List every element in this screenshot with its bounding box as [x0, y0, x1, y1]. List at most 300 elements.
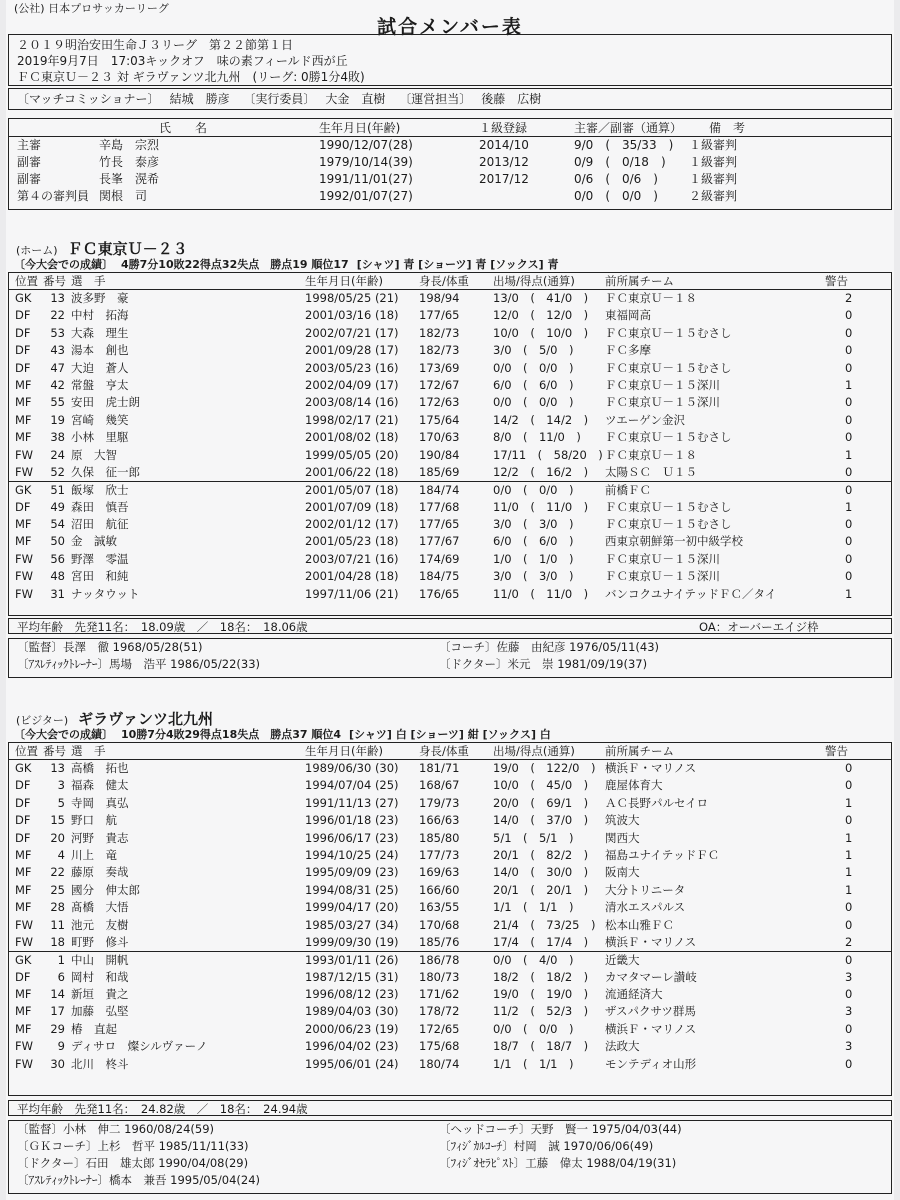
staff-row [9, 1138, 891, 1155]
player-row [9, 342, 891, 359]
player-num: 5 [57, 795, 65, 810]
player-apps: 20/1 ( 20/1 ) [493, 882, 589, 897]
player-dob: 1996/01/18 (23) [305, 813, 399, 828]
operations-label: 〔運営担当〕 [399, 92, 472, 106]
player-row [9, 760, 891, 777]
player-pos: MF [15, 882, 32, 897]
player-dob: 2001/05/23 (18) [305, 534, 399, 549]
player-apps: 19/0 ( 19/0 ) [493, 987, 589, 1002]
referee-main: 0/0 ( 0/0 ) [574, 189, 658, 203]
player-apps: 3/0 ( 3/0 ) [493, 517, 574, 532]
staff-row [9, 639, 891, 656]
player-num: 14 [50, 987, 65, 1002]
player-num: 29 [50, 1021, 65, 1036]
player-club: ＦＣ東京Ｕ－１５深川 [605, 569, 720, 584]
player-club: ＦＣ東京Ｕ－１５むさし [605, 517, 732, 532]
player-row [9, 307, 891, 324]
player-name: 椿 直起 [71, 1021, 117, 1036]
match-info-line2: 2019年9月7日 17:03キックオフ 味の素フィールド西が丘 [17, 54, 348, 68]
away-team-header [16, 708, 213, 729]
player-pos: MF [15, 430, 32, 445]
away-record-label: 〔今大会での成績〕 [14, 728, 113, 741]
home-label: (ホーム) [16, 244, 58, 257]
home-staff [8, 638, 892, 678]
player-dob: 1994/10/25 (24) [305, 847, 399, 862]
player-num: 22 [50, 865, 65, 880]
player-num: 30 [50, 1056, 65, 1071]
player-row [9, 325, 891, 342]
staff-row [9, 656, 891, 673]
player-pos: MF [15, 900, 32, 915]
referee-role: 副審 [17, 155, 42, 169]
player-row [9, 360, 891, 377]
referee-name: 長峯 滉希 [99, 172, 160, 186]
player-row [9, 934, 891, 951]
player-num: 22 [50, 308, 65, 323]
player-name: 町野 修斗 [71, 934, 129, 949]
player-cards: 1 [845, 586, 853, 601]
player-name: 飯塚 欣士 [71, 483, 129, 498]
referee-reg: 2014/10 [479, 138, 529, 152]
player-row [9, 464, 891, 481]
col-cards: 警告 [825, 744, 848, 758]
referee-main: 9/0 ( 35/33 ) [574, 138, 674, 152]
player-dob: 2003/07/21 (16) [305, 551, 399, 566]
player-cards: 1 [845, 865, 853, 880]
player-pos: FW [15, 551, 33, 566]
player-club: ＦＣ東京Ｕ－１５深川 [605, 377, 720, 392]
player-apps: 18/7 ( 18/7 ) [493, 1039, 589, 1054]
player-pos: MF [15, 1021, 32, 1036]
player-hw: 181/71 [419, 761, 460, 775]
player-row [9, 586, 891, 603]
player-row [9, 412, 891, 429]
player-pos: GK [15, 953, 32, 968]
referee-dob: 1992/01/07(27) [319, 189, 413, 203]
player-num: 54 [50, 517, 65, 532]
player-num: 19 [50, 412, 65, 427]
player-cards: 0 [845, 900, 853, 915]
player-hw: 179/73 [419, 795, 460, 810]
player-pos: DF [15, 360, 31, 375]
player-hw: 176/65 [419, 586, 460, 601]
player-cards: 0 [845, 343, 853, 358]
player-apps: 0/0 ( 0/0 ) [493, 395, 574, 410]
player-apps: 11/0 ( 11/0 ) [493, 586, 589, 601]
player-club: 東福岡高 [605, 308, 651, 323]
player-dob: 2001/06/22 (18) [305, 464, 399, 479]
player-num: 18 [50, 934, 65, 949]
player-dob: 1999/04/17 (20) [305, 900, 399, 915]
referee-row [9, 154, 891, 171]
player-pos: FW [15, 934, 33, 949]
player-name: 湯本 創也 [71, 343, 129, 358]
player-cards: 3 [845, 1039, 853, 1054]
away-players-header [9, 743, 891, 760]
player-club: 筑波大 [605, 813, 640, 828]
player-name: 原 大智 [71, 447, 117, 462]
referees-rows [9, 137, 891, 205]
player-num: 53 [50, 325, 65, 340]
player-club: 前橋ＦＣ [605, 483, 651, 498]
staff-right: 〔ﾌｨｼﾞｶﾙｺｰﾁ〕村岡 誠 1970/06/06(49) [439, 1139, 654, 1153]
player-pos: DF [15, 969, 31, 984]
player-apps: 11/0 ( 11/0 ) [493, 499, 589, 514]
player-apps: 1/0 ( 1/0 ) [493, 551, 574, 566]
player-club: 法政大 [605, 1039, 640, 1054]
player-club: 太陽ＳＣ Ｕ１５ [605, 464, 697, 479]
referee-role: 第４の審判員 [17, 189, 90, 203]
player-cards: 0 [845, 534, 853, 549]
player-dob: 1998/02/17 (21) [305, 412, 399, 427]
player-pos: DF [15, 830, 31, 845]
player-apps: 3/0 ( 5/0 ) [493, 343, 574, 358]
away-staff-rows [9, 1121, 891, 1189]
player-cards: 0 [845, 464, 853, 479]
referee-name: 竹長 泰彦 [99, 155, 160, 169]
player-num: 11 [50, 917, 65, 932]
player-num: 52 [50, 464, 65, 479]
player-club: 西東京朝鮮第一初中級学校 [605, 534, 743, 549]
player-apps: 20/1 ( 82/2 ) [493, 847, 589, 862]
player-hw: 166/60 [419, 882, 460, 897]
away-record-value: 10勝7分4敗29得点18失点 勝点37 順位4 [121, 728, 342, 741]
player-apps: 18/2 ( 18/2 ) [493, 969, 589, 984]
staff-row [9, 1121, 891, 1138]
player-hw: 168/67 [419, 778, 460, 793]
player-name: 宮田 和純 [71, 569, 129, 584]
player-row [9, 377, 891, 394]
player-dob: 1989/06/30 (30) [305, 761, 399, 775]
player-row [9, 951, 891, 968]
player-apps: 12/2 ( 16/2 ) [493, 464, 589, 479]
player-hw: 170/63 [419, 430, 460, 445]
player-pos: MF [15, 987, 32, 1002]
player-pos: DF [15, 813, 31, 828]
executive-name: 大金 直樹 [325, 92, 386, 106]
player-cards: 0 [845, 483, 853, 498]
player-club: 清水エスパルス [605, 900, 686, 915]
player-hw: 170/68 [419, 917, 460, 932]
ref-col-name: 氏 名 [159, 121, 208, 135]
player-num: 20 [50, 830, 65, 845]
player-hw: 186/78 [419, 953, 460, 968]
player-apps: 0/0 ( 0/0 ) [493, 360, 574, 375]
player-name: 小林 里駆 [71, 430, 129, 445]
player-row [9, 777, 891, 794]
player-pos: DF [15, 325, 31, 340]
referee-role: 副審 [17, 172, 42, 186]
player-name: 寺岡 真弘 [71, 795, 129, 810]
col-hw: 身長/体重 [419, 744, 469, 758]
player-name: 川上 竜 [71, 847, 117, 862]
staff-right: 〔ヘッドコーチ〕天野 賢一 1975/04/03(44) [439, 1122, 682, 1136]
player-club: ＦＣ多摩 [605, 343, 651, 358]
player-dob: 1994/08/31 (25) [305, 882, 399, 897]
player-name: 沼田 航征 [71, 517, 129, 532]
player-hw: 178/72 [419, 1004, 460, 1019]
player-dob: 1993/01/11 (26) [305, 953, 399, 968]
player-num: 9 [57, 1039, 65, 1054]
player-hw: 185/80 [419, 830, 460, 845]
player-hw: 184/75 [419, 569, 460, 584]
col-dob: 生年月日(年齢) [305, 744, 383, 758]
player-pos: GK [15, 291, 32, 305]
player-club: ザスパクサツ群馬 [605, 1004, 696, 1019]
player-dob: 1991/11/13 (27) [305, 795, 399, 810]
player-pos: GK [15, 483, 32, 498]
player-apps: 12/0 ( 12/0 ) [493, 308, 589, 323]
col-pos: 位置 [15, 274, 38, 288]
referee-name: 辛島 宗烈 [99, 138, 160, 152]
col-name: 選 手 [71, 274, 106, 288]
referee-main: 0/9 ( 0/18 ) [574, 155, 666, 169]
player-club: ＦＣ東京Ｕ－１５むさし [605, 430, 732, 445]
player-cards: 0 [845, 308, 853, 323]
player-hw: 172/65 [419, 1021, 460, 1036]
player-cards: 0 [845, 551, 853, 566]
player-apps: 0/0 ( 4/0 ) [493, 953, 574, 968]
player-apps: 14/0 ( 37/0 ) [493, 813, 589, 828]
player-pos: DF [15, 778, 31, 793]
player-cards: 0 [845, 917, 853, 932]
home-players-rows [9, 290, 891, 603]
player-pos: DF [15, 308, 31, 323]
player-cards: 0 [845, 412, 853, 427]
player-name: 藤原 奏哉 [71, 865, 129, 880]
referee-note: １級審判 [689, 172, 738, 186]
player-name: 野口 航 [71, 813, 117, 828]
player-pos: FW [15, 1056, 33, 1071]
player-club: 鹿屋体育大 [605, 778, 663, 793]
ref-col-note: 備 考 [709, 121, 746, 135]
match-info [8, 34, 892, 86]
player-name: 加藤 弘堅 [71, 1004, 129, 1019]
player-apps: 8/0 ( 11/0 ) [493, 430, 581, 445]
player-num: 43 [50, 343, 65, 358]
player-cards: 1 [845, 499, 853, 514]
player-hw: 190/84 [419, 447, 460, 462]
player-apps: 21/4 ( 73/25 ) [493, 917, 596, 932]
referee-row [9, 137, 891, 154]
player-dob: 2001/08/02 (18) [305, 430, 399, 445]
player-club: ＦＣ東京Ｕ－１８ [605, 447, 697, 462]
player-hw: 177/65 [419, 308, 460, 323]
player-apps: 17/4 ( 17/4 ) [493, 934, 589, 949]
player-hw: 185/76 [419, 934, 460, 949]
player-row [9, 290, 891, 307]
player-num: 38 [50, 430, 65, 445]
referees-header [9, 119, 891, 137]
player-apps: 10/0 ( 45/0 ) [493, 778, 589, 793]
player-hw: 198/94 [419, 291, 460, 305]
player-pos: MF [15, 377, 32, 392]
player-num: 47 [50, 360, 65, 375]
player-hw: 173/69 [419, 360, 460, 375]
away-average-age [8, 1100, 892, 1116]
player-name: 國分 伸太郎 [71, 882, 140, 897]
player-club: ＦＣ東京Ｕ－１５むさし [605, 499, 732, 514]
player-dob: 1998/05/25 (21) [305, 291, 399, 305]
player-club: 大分トリニータ [605, 882, 686, 897]
player-num: 1 [57, 953, 65, 968]
staff-left: 〔ｱｽﾚﾃｨｯｸﾄﾚｰﾅｰ〕馬場 浩平 1986/05/22(33) [17, 657, 261, 671]
player-cards: 1 [845, 830, 853, 845]
player-row [9, 516, 891, 533]
player-dob: 1996/06/17 (23) [305, 830, 399, 845]
player-num: 49 [50, 499, 65, 514]
player-apps: 6/0 ( 6/0 ) [493, 377, 574, 392]
match-info-line1: ２０１９明治安田生命Ｊ３リーグ 第２２節第１日 [17, 38, 294, 52]
staff-left: 〔監督〕長澤 徹 1968/05/28(51) [17, 640, 203, 654]
staff-right: 〔ドクター〕米元 崇 1981/09/19(37) [439, 657, 648, 671]
player-num: 17 [50, 1004, 65, 1019]
player-cards: 2 [845, 291, 853, 305]
player-cards: 0 [845, 813, 853, 828]
home-record-label: 〔今大会での成績〕 [14, 258, 113, 271]
player-row [9, 1056, 891, 1073]
player-club: カマタマーレ讃岐 [605, 969, 697, 984]
player-row [9, 481, 891, 498]
player-club: 横浜Ｆ・マリノス [605, 934, 697, 949]
home-players-header [9, 273, 891, 290]
ref-col-dob: 生年月日(年齢) [319, 121, 401, 135]
home-average-age [8, 618, 892, 634]
player-club: ＦＣ東京Ｕ－１５むさし [605, 360, 732, 375]
staff-left: 〔ｱｽﾚﾃｨｯｸﾄﾚｰﾅｰ〕橋本 兼吾 1995/05/04(24) [17, 1173, 261, 1187]
player-apps: 17/11 ( 58/20 ) [493, 447, 603, 462]
referee-note: ２級審判 [689, 189, 738, 203]
player-apps: 14/0 ( 30/0 ) [493, 865, 589, 880]
player-apps: 1/1 ( 1/1 ) [493, 1056, 574, 1071]
referee-note: １級審判 [689, 155, 738, 169]
player-apps: 6/0 ( 6/0 ) [493, 534, 574, 549]
player-name: 宮崎 幾笑 [71, 412, 129, 427]
col-apps: 出場/得点(通算) [493, 274, 575, 288]
player-pos: FW [15, 917, 33, 932]
player-num: 28 [50, 900, 65, 915]
player-apps: 11/2 ( 52/3 ) [493, 1004, 589, 1019]
player-name: 中村 拓海 [71, 308, 129, 323]
col-hw: 身長/体重 [419, 274, 469, 288]
player-dob: 1995/06/01 (24) [305, 1056, 399, 1071]
ref-col-reg: １級登録 [479, 121, 528, 135]
player-hw: 182/73 [419, 325, 460, 340]
player-name: 大森 理生 [71, 325, 129, 340]
staff-row [9, 1155, 891, 1172]
player-club: 関西大 [605, 830, 640, 845]
player-hw: 175/68 [419, 1039, 460, 1054]
player-name: 野澤 零温 [71, 551, 129, 566]
player-pos: MF [15, 534, 32, 549]
referee-row [9, 188, 891, 205]
player-dob: 1999/09/30 (19) [305, 934, 399, 949]
player-club: 横浜Ｆ・マリノス [605, 1021, 697, 1036]
col-club: 前所属チーム [605, 744, 674, 758]
player-hw: 169/63 [419, 865, 460, 880]
player-apps: 3/0 ( 3/0 ) [493, 569, 574, 584]
player-hw: 177/67 [419, 534, 460, 549]
home-average-age-text: 平均年齢 先発11名： 18.09歳 ／ 18名： 18.06歳 [17, 620, 308, 634]
executive-label: 〔実行委員〕 [243, 92, 316, 106]
player-name: 大迫 蒼人 [71, 360, 129, 375]
page-title: 試合メンバー表 [377, 16, 523, 38]
player-pos: FW [15, 586, 33, 601]
player-row [9, 882, 891, 899]
player-hw: 175/64 [419, 412, 460, 427]
player-num: 13 [50, 291, 65, 305]
player-cards: 3 [845, 969, 853, 984]
referee-dob: 1979/10/14(39) [319, 155, 413, 169]
player-dob: 2001/09/28 (17) [305, 343, 399, 358]
player-club: ＦＣ東京Ｕ－１５むさし [605, 325, 732, 340]
referees-table [8, 118, 892, 210]
player-club: ＦＣ東京Ｕ－１５深川 [605, 551, 720, 566]
player-cards: 1 [845, 377, 853, 392]
player-dob: 1987/12/15 (31) [305, 969, 399, 984]
match-info-line3: ＦＣ東京Ｕ－２３ 対 ギラヴァンツ北九州 (リーグ: 0勝1分4敗) [17, 70, 365, 84]
home-record [8, 258, 892, 272]
player-num: 13 [50, 761, 65, 775]
player-name: 岡村 和哉 [71, 969, 129, 984]
player-pos: FW [15, 569, 33, 584]
member-sheet [6, 0, 894, 1200]
player-club: ツエーゲン金沢 [605, 412, 686, 427]
player-club: モンテディオ山形 [605, 1056, 697, 1071]
player-cards: 0 [845, 1021, 853, 1036]
staff-right: 〔ﾌｨｼﾞｵｾﾗﾋﾟｽﾄ〕工藤 偉太 1988/04/19(31) [439, 1156, 677, 1170]
operations-name: 後藤 広樹 [481, 92, 542, 106]
player-dob: 2000/06/23 (19) [305, 1021, 399, 1036]
player-dob: 2002/07/21 (17) [305, 325, 399, 340]
player-cards: 0 [845, 517, 853, 532]
player-dob: 2001/07/09 (18) [305, 499, 399, 514]
player-hw: 177/65 [419, 517, 460, 532]
match-commissioner-name: 結城 勝彦 [169, 92, 230, 106]
player-pos: MF [15, 517, 32, 532]
referee-name: 関根 司 [99, 189, 148, 203]
col-cards: 警告 [825, 274, 848, 288]
player-name: 常盤 亨太 [71, 377, 129, 392]
player-num: 51 [50, 483, 65, 498]
player-club: 阪南大 [605, 865, 640, 880]
player-name: 久保 征一郎 [71, 464, 140, 479]
player-num: 55 [50, 395, 65, 410]
player-pos: MF [15, 847, 32, 862]
player-name: 河野 貴志 [71, 830, 129, 845]
referee-reg: 2017/12 [479, 172, 529, 186]
player-cards: 0 [845, 395, 853, 410]
organization-label: (公社) 日本プロサッカーリーグ [14, 2, 169, 15]
player-cards: 1 [845, 795, 853, 810]
player-row [9, 429, 891, 446]
player-name: 森田 慎吾 [71, 499, 129, 514]
player-row [9, 568, 891, 585]
player-cards: 0 [845, 953, 853, 968]
away-players-table [8, 742, 892, 1096]
player-club: 流通経済大 [605, 987, 663, 1002]
referee-main: 0/6 ( 0/6 ) [574, 172, 658, 186]
referee-dob: 1991/11/01(27) [319, 172, 413, 186]
player-row [9, 551, 891, 568]
player-hw: 171/62 [419, 987, 460, 1002]
player-dob: 2002/01/12 (17) [305, 517, 399, 532]
player-num: 24 [50, 447, 65, 462]
home-team-header [16, 238, 188, 259]
player-row [9, 812, 891, 829]
player-name: 金 誠敏 [71, 534, 117, 549]
player-hw: 180/73 [419, 969, 460, 984]
